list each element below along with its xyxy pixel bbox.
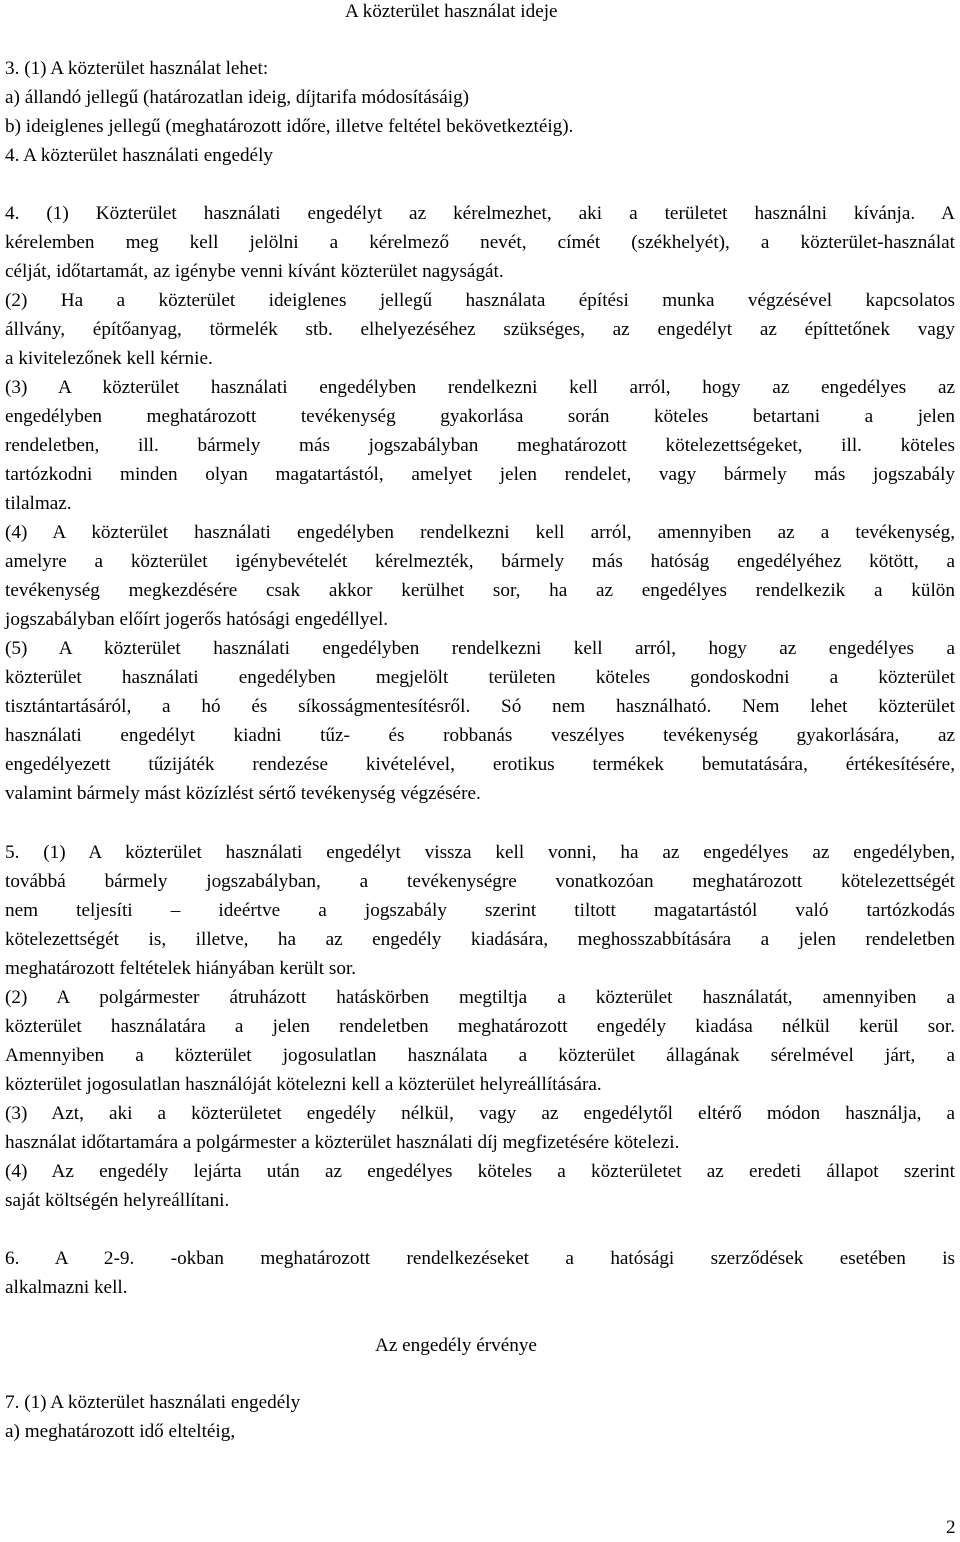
text-line: tartózkodni minden olyan magatartástól, amelyet jelen rendelet, vagy bármely más jogszabály: [5, 464, 955, 485]
text-line: nem teljesíti – ideértve a jogszabály szerint tiltott magatartástól való tartózkodás: [5, 900, 955, 921]
text-line: állvány, építőanyag, törmelék stb. elhelyezéséhez szükséges, az engedélyt az építtetőnek vagy: [5, 319, 955, 340]
text-line: jogszabályban előírt jogerős hatósági engedéllyel.: [5, 609, 389, 630]
text-line: engedélyben meghatározott tevékenység gyakorlása során köteles betartani a jelen: [5, 406, 955, 427]
section-heading-usage-duration: A közterület használat ideje: [345, 1, 558, 22]
text-line: (4) A közterület használati engedélyben rendelkezni kell arról, amennyiben az a tevékenység,: [5, 522, 955, 543]
text-line: tevékenység megkezdésére csak akkor kerülhet sor, ha az engedélyes rendelkezik a külön: [5, 580, 955, 601]
text-line: (3) Azt, aki a közterületet engedély nélkül, vagy az engedélytől eltérő módon használja, a: [5, 1103, 955, 1124]
text-line: 4. A közterület használati engedély: [5, 145, 273, 166]
text-line: továbbá bármely jogszabályban, a tevékenységre vonatkozóan meghatározott kötelezettségét: [5, 871, 955, 892]
text-line: (4) Az engedély lejárta után az engedélyes köteles a közterületet az eredeti állapot szerint: [5, 1161, 955, 1182]
section-5: [5, 838, 955, 1215]
text-line: 7. (1) A közterület használati engedély: [5, 1392, 301, 1413]
text-line: 3. (1) A közterület használat lehet:: [5, 58, 269, 79]
text-line: 4. (1) Közterület használati engedélyt az kérelmezhet, aki a területet használni kívánja. A: [5, 203, 955, 224]
section-7: [5, 1388, 955, 1446]
text-line: (5) A közterület használati engedélyben rendelkezni kell arról, hogy az engedélyes a: [5, 638, 955, 659]
text-line: meghatározott feltételek hiányában került sor.: [5, 958, 357, 979]
text-line: (3) A közterület használati engedélyben rendelkezni kell arról, hogy az engedélyes az: [5, 377, 955, 398]
text-line: (2) Ha a közterület ideiglenes jellegű használata építési munka végzésével kapcsolatos: [5, 290, 955, 311]
text-line: valamint bármely mást közízlést sértő tevékenység végzésére.: [5, 783, 481, 804]
text-line: rendeletben, ill. bármely más jogszabályban meghatározott kötelezettségeket, ill. köteles: [5, 435, 955, 456]
section-4: [5, 199, 955, 808]
text-line: közterület jogosulatlan használóját kötelezni kell a közterület helyreállítására.: [5, 1074, 602, 1095]
text-line: alkalmazni kell.: [5, 1277, 128, 1298]
text-line: 6. A 2-9. -okban meghatározott rendelkezéseket a hatósági szerződések esetében is: [5, 1248, 955, 1269]
text-line: amelyre a közterület igénybevételét kérelmezték, bármely más hatóság engedélyéhez kötött, a: [5, 551, 955, 572]
section-heading-validity: Az engedély érvénye: [375, 1335, 537, 1356]
text-line: b) ideiglenes jellegű (meghatározott időre, illetve feltétel bekövetkeztéig).: [5, 116, 574, 137]
text-line: a) állandó jellegű (határozatlan ideig, díjtarifa módosításáig): [5, 87, 470, 108]
text-line: (2) A polgármester átruházott hatáskörben megtiltja a közterület használatát, amennyiben a: [5, 987, 955, 1008]
section-6: [5, 1244, 955, 1302]
text-line: 5. (1) A közterület használati engedélyt vissza kell vonni, ha az engedélyes az engedélyben,: [5, 842, 955, 863]
text-line: használati engedélyt kiadni tűz- és robbanás veszélyes tevékenység gyakorlására, az: [5, 725, 955, 746]
text-line: a) meghatározott idő elteltéig,: [5, 1421, 236, 1442]
section-3: [5, 54, 955, 170]
text-line: célját, időtartamát, az igénybe venni kívánt közterület nagyságát.: [5, 261, 504, 282]
text-line: használat időtartamára a polgármester a közterület használati díj megfizetésére kötelezi.: [5, 1132, 680, 1153]
text-line: Amennyiben a közterület jogosulatlan használata a közterület állagának sérelmével járt, a: [5, 1045, 955, 1066]
text-line: tisztántartásáról, a hó és síkosságmentesítésről. Só nem használható. Nem lehet közterület: [5, 696, 955, 717]
text-line: a kivitelezőnek kell kérnie.: [5, 348, 213, 369]
text-line: kérelemben meg kell jelölni a kérelmező nevét, címét (székhelyét), a közterület-használat: [5, 232, 955, 253]
text-line: közterület használatára a jelen rendeletben meghatározott engedély kiadása nélkül kerül sor.: [5, 1016, 955, 1037]
text-line: tilalmaz.: [5, 493, 72, 514]
text-line: saját költségén helyreállítani.: [5, 1190, 230, 1211]
text-line: közterület használati engedélyben megjelölt területen köteles gondoskodni a közterület: [5, 667, 955, 688]
text-line: engedélyezett tűzijáték rendezése kivételével, erotikus termékek bemutatására, értékesítésére,: [5, 754, 955, 775]
text-line: kötelezettségét is, illetve, ha az engedély kiadására, meghosszabbítására a jelen rendeletben: [5, 929, 955, 950]
page-number: 2: [946, 1517, 956, 1538]
